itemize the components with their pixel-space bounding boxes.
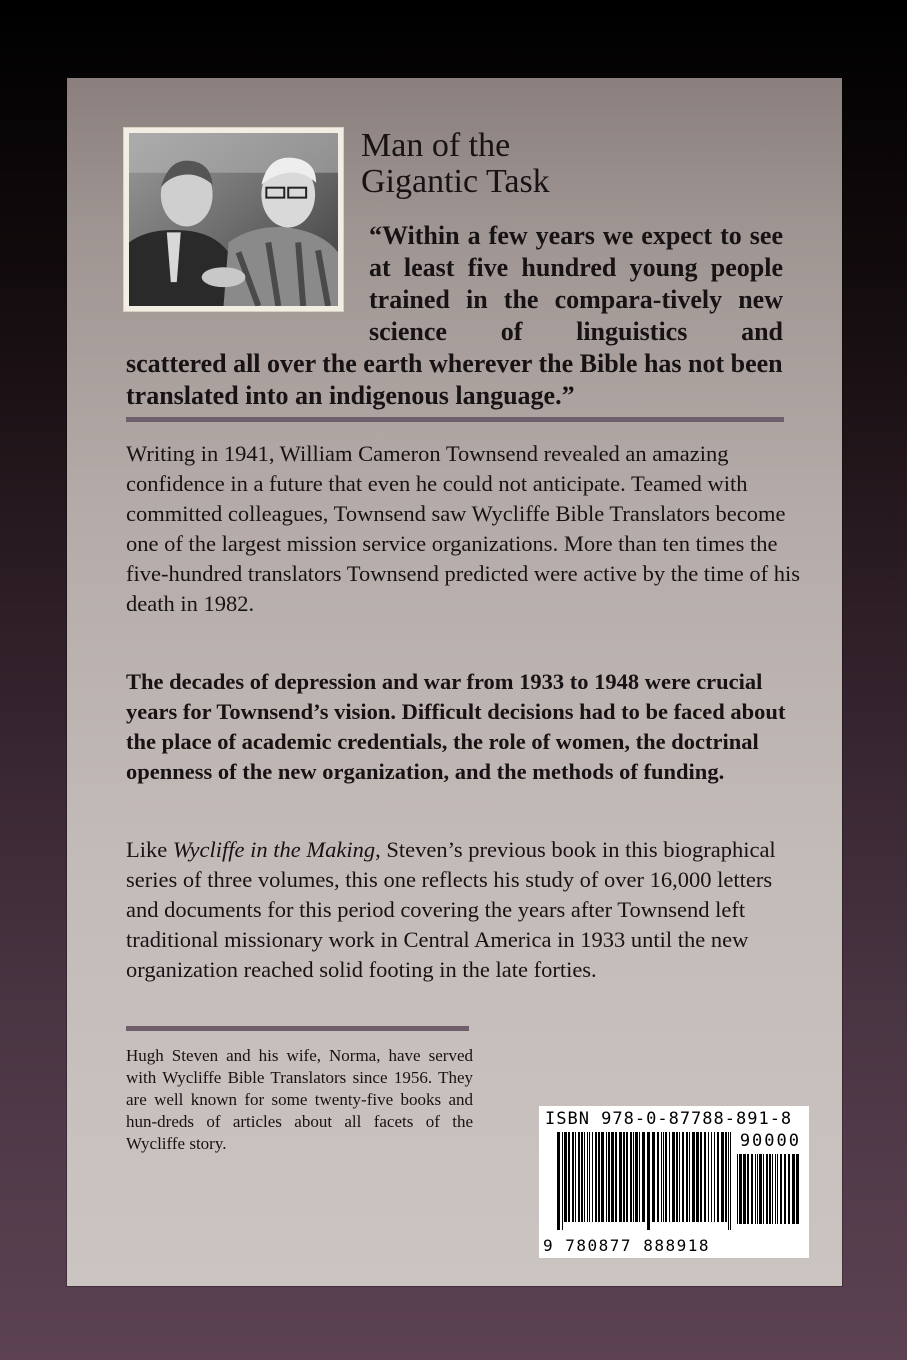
divider-bottom — [126, 1026, 469, 1031]
ean-bars — [557, 1132, 733, 1230]
barcode-bar — [755, 1154, 756, 1224]
description-paragraph-1: Writing in 1941, William Cameron Townsend revealed an amazing confidence in a future that even he could not anticipate. Teamed with committed colleagues, Townsend saw Wycliffe Bible Translators become one of the largest mission service organizations. More than ten times the five-hundred translators Townsend predicted were active by the time of his death in 1982. — [126, 441, 801, 616]
title-line-1: Man of the — [361, 127, 511, 164]
author-photo — [123, 127, 344, 312]
barcode-bar — [686, 1132, 688, 1222]
isbn-barcode — [539, 1106, 809, 1258]
barcode-bar — [639, 1132, 640, 1222]
barcode-bar — [626, 1132, 628, 1222]
barcode-bar — [792, 1154, 795, 1224]
barcode-bar — [615, 1132, 617, 1222]
book-subtitle — [361, 128, 550, 200]
barcode-bar — [747, 1154, 749, 1224]
barcode-bar — [714, 1132, 715, 1222]
barcode-bar — [642, 1132, 645, 1222]
paragraph-3-rest: , Steven’s previous book in this biographical series of three volumes, this one reflects his study of over 16,000 letters and documents for this period covering the years after Townsend left traditional missionary work in Central America in 1933 until the new organization reached solid footing in the late forties. — [126, 837, 776, 982]
barcode-bar — [772, 1154, 773, 1224]
barcode-bar — [775, 1154, 776, 1224]
book-title-reference: Wycliffe in the Making — [172, 837, 376, 862]
barcode-bar — [589, 1132, 590, 1222]
barcode-bar — [635, 1132, 638, 1222]
photo-image — [129, 133, 338, 306]
description-paragraph-3 — [126, 835, 806, 985]
barcode-bar — [692, 1132, 695, 1222]
barcode-bar — [728, 1132, 729, 1230]
barcode-bar — [777, 1154, 778, 1224]
barcode-bar — [676, 1132, 678, 1222]
barcode-bar — [564, 1132, 567, 1222]
barcode-bar — [663, 1132, 664, 1222]
barcode-bar — [743, 1154, 746, 1224]
description-paragraph-2: The decades of depression and war from 1933 to 1948 were crucial years for Townsend’s vision. Difficult decisions had to be faced about the place of academic credentials, the role of women, the doctrinal openness of the new organization, and the methods of funding. — [126, 669, 786, 784]
barcode-bar — [661, 1132, 662, 1222]
quote-part-1: “Within a few years we expect to see at least five hundred young people trained in the compara-tively new science of linguistics and — [369, 221, 783, 346]
barcode-bar — [581, 1132, 583, 1222]
barcode-bar — [665, 1132, 667, 1222]
paragraph-3-prefix: Like — [126, 837, 173, 862]
ean-digits: 9 780877 888918 — [543, 1236, 710, 1255]
barcode-bar — [717, 1132, 719, 1222]
barcode-bar — [739, 1154, 742, 1224]
barcode-bar — [708, 1132, 709, 1222]
barcode-bar — [763, 1154, 764, 1224]
barcode-bar — [682, 1132, 684, 1222]
barcode-bar — [592, 1132, 593, 1222]
barcode-bar — [766, 1154, 768, 1224]
barcode-bar — [611, 1132, 614, 1222]
barcode-bar — [704, 1132, 706, 1222]
barcode-bar — [669, 1132, 670, 1222]
price-code: 90000 — [739, 1131, 801, 1151]
barcode-bar — [796, 1154, 799, 1224]
barcode-bar — [633, 1132, 634, 1222]
barcode-bar — [721, 1132, 724, 1222]
barcode-bar — [780, 1154, 782, 1224]
barcode-bar — [696, 1132, 699, 1222]
title-line-2: Gigantic Task — [361, 163, 550, 200]
barcode-bar — [562, 1132, 563, 1230]
barcode-bar — [630, 1132, 632, 1222]
barcode-bar — [788, 1154, 790, 1224]
barcode-bar — [652, 1132, 655, 1222]
barcode-bar — [759, 1154, 762, 1224]
barcode-bar — [700, 1132, 702, 1222]
barcode-bar — [751, 1154, 753, 1224]
barcode-bar — [598, 1132, 600, 1222]
barcode-bar — [737, 1154, 738, 1224]
barcode-bar — [711, 1132, 712, 1222]
barcode-bar — [784, 1154, 786, 1224]
barcode-bar — [619, 1132, 622, 1222]
barcode-bar — [568, 1132, 570, 1222]
barcode-bar — [725, 1132, 727, 1222]
author-bio: Hugh Steven and his wife, Norma, have served with Wycliffe Bible Translators since 1956. They are well known for some twenty-five books and hun-dreds of articles about all facets of the Wycliffe story. — [126, 1046, 473, 1153]
barcode-bar — [584, 1132, 585, 1222]
barcode-bar — [557, 1132, 560, 1230]
barcode-bar — [757, 1154, 758, 1224]
barcode-bar — [595, 1132, 597, 1222]
barcode-bar — [672, 1132, 675, 1222]
barcode-bar — [657, 1132, 659, 1222]
barcode-bar — [769, 1154, 771, 1224]
divider-top — [126, 417, 784, 422]
barcode-bar — [575, 1132, 576, 1222]
barcode-bar — [578, 1132, 580, 1222]
isbn-text: ISBN 978-0-87788-891-8 — [545, 1109, 793, 1129]
barcode-bar — [587, 1132, 588, 1222]
barcode-bar — [679, 1132, 680, 1222]
barcode-bar — [572, 1132, 574, 1222]
barcode-bar — [608, 1132, 610, 1222]
barcode-bar — [601, 1132, 604, 1222]
barcode-bar — [623, 1132, 625, 1222]
barcode-bar — [606, 1132, 607, 1222]
addon-bars — [737, 1154, 801, 1232]
barcode-bar — [730, 1132, 731, 1230]
barcode-bar — [647, 1132, 650, 1230]
quote-part-2: scattered all over the earth wherever the Bible has not been translated into an indigenous language.” — [126, 349, 783, 410]
barcode-bar — [689, 1132, 690, 1222]
